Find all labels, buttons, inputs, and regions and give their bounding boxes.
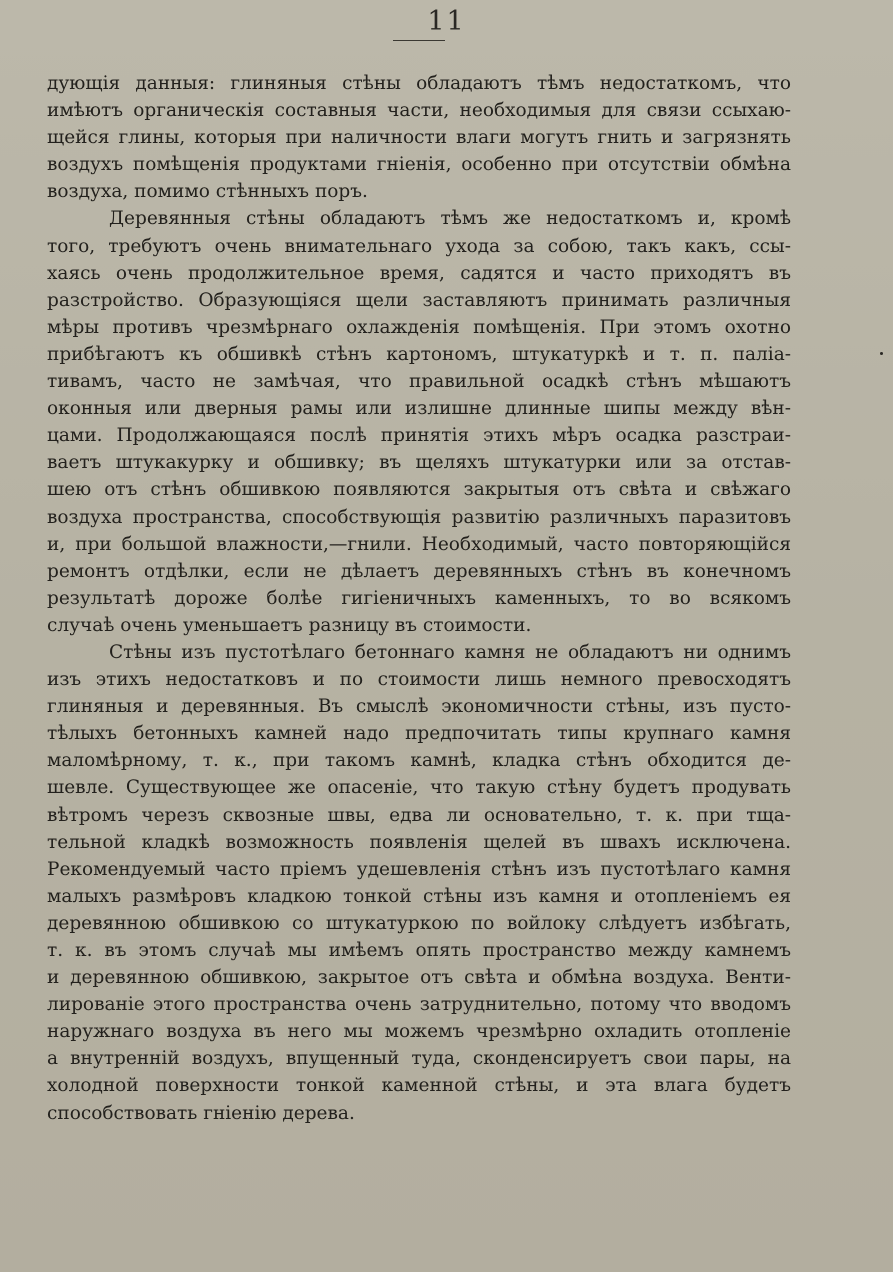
text-line: прибѣгаютъ къ обшивкѣ стѣнъ картономъ, штукатуркѣ и т. п. палia- (47, 343, 791, 365)
text-line: холодной поверхности тонкой каменной стѣны, и эта влага будетъ (47, 1075, 791, 1097)
body-text (47, 70, 791, 1127)
text-line: результатѣ дороже болѣе гигіеничныхъ каменныхъ, то во всякомъ (47, 587, 791, 609)
text-line: и, при большой влажности,—гнили. Необходимый, часто повторяющійся (47, 533, 791, 555)
text-line: воздуха пространства, способствующія развитію различныхъ паразитовъ (47, 506, 791, 528)
text-line: т. к. въ этомъ случаѣ мы имѣемъ опять пространство между камнемъ (47, 940, 791, 961)
text-line: Рекомендуемый часто пріемъ удешевленія стѣнъ изъ пустотѣлаго камня (47, 858, 791, 880)
text-line: тельной кладкѣ возможность появленія щелей въ швахъ исключена. (47, 831, 791, 853)
paragraph (47, 205, 791, 639)
text-line: глиняныя и деревянныя. Въ смыслѣ экономичности стѣны, изъ пусто- (47, 696, 791, 718)
text-line: тивамъ, часто не замѣчая, что правильной осадкѣ стѣнъ мѣшаютъ (47, 371, 791, 393)
text-line: случаѣ очень уменьшаетъ разницу въ стоимости. (47, 614, 532, 636)
text-line: оконныя или дверныя рамы или излишне длинные шипы между вѣн- (47, 398, 791, 420)
paragraph (47, 639, 791, 1127)
margin-speck (880, 352, 883, 355)
text-line: лированіе этого пространства очень затруднительно, потому что вводомъ (47, 994, 791, 1016)
text-line: шевле. Существующее же опасеніе, что такую стѣну будетъ продувать (47, 777, 791, 799)
text-line: Стѣны изъ пустотѣлаго бетоннаго камня не обладаютъ ни однимъ (109, 641, 791, 663)
text-line: воздуха, помимо стѣнныхъ поръ. (47, 181, 368, 203)
text-line: цами. Продолжающаяся послѣ принятія этихъ мѣръ осадка разстраи- (47, 425, 791, 447)
text-line: а внутренній воздухъ, впущенный туда, сконденсируетъ свои пары, на (47, 1048, 791, 1070)
page-number-rule (393, 40, 445, 41)
text-line: разстройство. Образующіяся щели заставляютъ принимать различныя (47, 289, 791, 311)
text-line: ваетъ штукакурку и обшивку; въ щеляхъ штукатурки или за отстав- (47, 452, 791, 474)
text-line: воздухъ помѣщенія продуктами гніенія, особенно при отсутствіи обмѣна (47, 154, 791, 176)
text-line: Деревянныя стѣны обладаютъ тѣмъ же недостаткомъ и, кромѣ (109, 208, 791, 230)
text-line: шею отъ стѣнъ обшивкою появляются закрытыя отъ свѣта и свѣжаго (47, 479, 791, 501)
text-line: и деревянною обшивкою, закрытое отъ свѣта и обмѣна воздуха. Венти- (47, 967, 791, 989)
text-line: деревянною обшивкою со штукатуркою по войлоку слѣдуетъ избѣгать, (47, 912, 791, 934)
text-line: ремонтъ отдѣлки, если не дѣлаетъ деревянныхъ стѣнъ въ конечномъ (47, 560, 791, 582)
paragraph (47, 70, 791, 205)
text-line: щейся глины, которыя при наличности влаги могутъ гнить и загрязнять (47, 127, 791, 149)
text-line: изъ этихъ недостатковъ и по стоимости лишь немного превосходятъ (47, 669, 791, 691)
text-line: того, требуютъ очень внимательнаго ухода за собою, такъ какъ, ссы- (47, 235, 791, 257)
text-line: вѣтромъ черезъ сквозные швы, едва ли основательно, т. к. при тща- (47, 804, 791, 826)
text-line: дующія данныя: глиняныя стѣны обладаютъ тѣмъ недостаткомъ, что (47, 73, 791, 94)
text-line: способствовать гніенію дерева. (47, 1102, 355, 1124)
text-line: наружнаго воздуха въ него мы можемъ чрезмѣрно охладить отопленіе (47, 1021, 791, 1043)
text-line: малыхъ размѣровъ кладкою тонкой стѣны изъ камня и отопленіемъ ея (47, 885, 791, 907)
page-number: 11 (427, 6, 466, 37)
text-line: имѣютъ органическія составныя части, необходимыя для связи ссыхаю- (47, 100, 791, 122)
text-line: маломѣрному, т. к., при такомъ камнѣ, кладка стѣнъ обходится де- (47, 750, 791, 772)
text-line: тѣлыхъ бетонныхъ камней надо предпочитать типы крупнаго камня (47, 723, 791, 745)
text-line: мѣры противъ чрезмѣрнаго охлажденія помѣщенія. При этомъ охотно (47, 316, 791, 338)
text-line: хаясь очень продолжительное время, садятся и часто приходятъ въ (47, 262, 791, 284)
